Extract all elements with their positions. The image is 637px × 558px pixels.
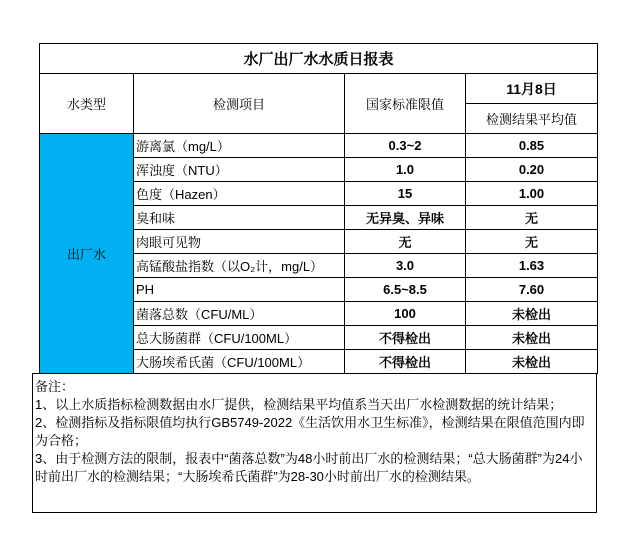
note-item: 2、检测指标及指标限值均执行GB5749-2022《生活饮用水卫生标准》，检测结果在限值范围内即为合格； bbox=[35, 415, 585, 448]
item-name-cell: 色度（Hazen） bbox=[134, 182, 345, 206]
limit-cell: 6.5~8.5 bbox=[345, 278, 466, 302]
item-name-cell: PH bbox=[134, 278, 345, 302]
limit-cell: 1.0 bbox=[345, 158, 466, 182]
note-item: 1、以上水质指标检测数据由水厂提供，检测结果平均值系当天出厂水检测数据的统计结果； bbox=[35, 397, 563, 412]
result-cell: 0.85 bbox=[466, 134, 598, 158]
header-result-average: 检测结果平均值 bbox=[466, 104, 598, 134]
limit-cell: 0.3~2 bbox=[345, 134, 466, 158]
item-name-cell: 游离氯（mg/L） bbox=[134, 134, 345, 158]
header-water-type: 水类型 bbox=[40, 74, 134, 134]
limit-cell: 不得检出 bbox=[345, 350, 466, 374]
title-row bbox=[40, 44, 598, 74]
header-date: 11月8日 bbox=[466, 74, 598, 104]
limit-cell: 15 bbox=[345, 182, 466, 206]
result-cell: 7.60 bbox=[466, 278, 598, 302]
item-name-cell: 肉眼可见物 bbox=[134, 230, 345, 254]
result-cell: 未检出 bbox=[466, 350, 598, 374]
result-cell: 无 bbox=[466, 206, 598, 230]
result-cell: 1.00 bbox=[466, 182, 598, 206]
header-row-top bbox=[40, 74, 598, 104]
item-name-cell: 高锰酸盐指数（以O₂计，mg/L） bbox=[134, 254, 345, 278]
item-name-cell: 臭和味 bbox=[134, 206, 345, 230]
water-quality-report-table bbox=[39, 43, 598, 374]
table-row bbox=[40, 134, 598, 158]
limit-cell: 无 bbox=[345, 230, 466, 254]
limit-cell: 3.0 bbox=[345, 254, 466, 278]
header-test-item: 检测项目 bbox=[134, 74, 345, 134]
result-cell: 无 bbox=[466, 230, 598, 254]
item-name-cell: 总大肠菌群（CFU/100ML） bbox=[134, 326, 345, 350]
report-title: 水厂出厂水水质日报表 bbox=[40, 44, 598, 74]
result-cell: 未检出 bbox=[466, 302, 598, 326]
notes-section bbox=[32, 373, 597, 513]
limit-cell: 100 bbox=[345, 302, 466, 326]
note-item: 3、由于检测方法的限制，报表中“菌落总数”为48小时前出厂水的检测结果；“总大肠菌群”为24小时前出厂水的检测结果；“大肠埃希氏菌群”为28-30小时前出厂水的检测结果。 bbox=[35, 451, 583, 484]
result-cell: 0.20 bbox=[466, 158, 598, 182]
limit-cell: 不得检出 bbox=[345, 326, 466, 350]
limit-cell: 无异臭、异味 bbox=[345, 206, 466, 230]
header-national-limit: 国家标准限值 bbox=[345, 74, 466, 134]
result-cell: 未检出 bbox=[466, 326, 598, 350]
item-name-cell: 菌落总数（CFU/ML） bbox=[134, 302, 345, 326]
notes-label: 备注： bbox=[35, 379, 75, 394]
water-category-cell: 出厂水 bbox=[40, 134, 134, 374]
result-cell: 1.63 bbox=[466, 254, 598, 278]
item-name-cell: 大肠埃希氏菌（CFU/100ML） bbox=[134, 350, 345, 374]
item-name-cell: 浑浊度（NTU） bbox=[134, 158, 345, 182]
